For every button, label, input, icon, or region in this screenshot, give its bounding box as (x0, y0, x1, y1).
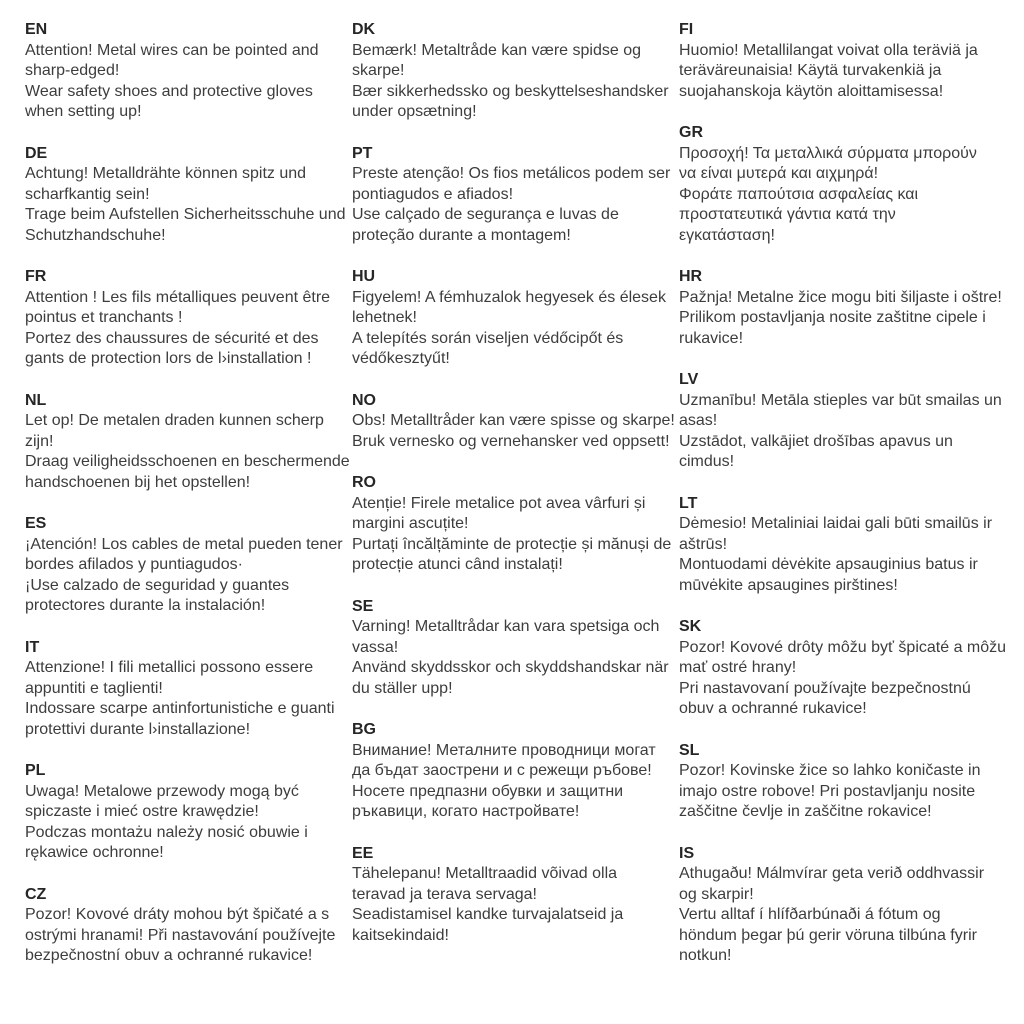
warning-text-line: pontiagudos e afiados! (352, 185, 514, 203)
warning-text-line: Pri nastavovaní používajte bezpečnostnú (679, 679, 971, 697)
warning-text-line: pointus et tranchants ! (25, 309, 183, 326)
language-section-lt (679, 494, 1009, 597)
warning-text-line: Indossare scarpe antinfortunistiche e guanti (25, 700, 335, 717)
warning-text-line: imajo ostre robove! Pri postavljanju nosite (679, 782, 976, 800)
warning-text-line: spiczaste i mieć ostre krawędzie! (25, 803, 259, 820)
warning-text-line: Pozor! Kovové dráty mohou být špičaté a s (25, 906, 330, 923)
warning-text-line: Dėmesio! Metaliniai laidai gali būti smailūs ir (679, 515, 993, 532)
language-code-heading: NO (352, 391, 376, 409)
warning-text-line: Podczas montażu należy nosić obuwie i (25, 823, 308, 841)
language-code-heading: FR (25, 268, 47, 285)
language-code-heading: GR (679, 124, 703, 141)
language-section-pt (352, 144, 671, 247)
warning-text-line: Vertu alltaf í hlífðarbúnaði á fótum og (679, 906, 941, 923)
language-section-fi (679, 20, 1009, 102)
warning-text-line: proteção durante a montagem! (352, 226, 571, 244)
warning-text-line: Purtați încălțăminte de protecție și mănuși de (352, 535, 672, 553)
language-section-lv (679, 370, 1009, 473)
language-section-is (679, 844, 1009, 967)
language-section-bg (352, 720, 665, 823)
language-code-heading: EE (352, 844, 374, 862)
warning-text-line: Προσοχή! Τα μεταλλικά σύρματα μπορούν (679, 144, 977, 162)
language-code-heading: CZ (25, 885, 47, 903)
warning-text-line: rękawice ochronne! (25, 844, 164, 861)
warning-text-line: Draag veiligheidsschoenen en beschermende (25, 453, 350, 470)
language-code-heading: SK (679, 618, 702, 635)
language-code-heading: PT (352, 144, 373, 162)
warning-text-line: protecție atunci când instalați! (352, 556, 563, 573)
warning-text-line: höndum þegar þú gerir vöruna tilbúna fyrir (679, 926, 977, 944)
warning-text-line: bordes afilados y puntiagudos· (25, 556, 243, 573)
warning-text-line: Figyelem! A fémhuzalok hegyesek és élesek (352, 288, 666, 306)
warning-text-line: A telepítés során viseljen védőcipőt és (352, 329, 624, 347)
warning-text-line: zijn! (25, 432, 54, 450)
language-section-hr (679, 267, 1009, 349)
warning-text-line: Носете предпазни обувки и защитни (352, 782, 624, 800)
warning-text-line: Preste atenção! Os fios metálicos podem ser (352, 165, 671, 182)
warning-text-line: handschoenen bij het opstellen! (25, 473, 251, 491)
language-code-heading: IS (679, 844, 695, 862)
warning-text-line: να είναι μυτερά και αιχμηρά! (679, 165, 879, 182)
warnings-column-2 (352, 20, 675, 988)
warning-text-line: protectores durante la instalación! (25, 597, 266, 614)
warning-text-line: teräväreunaisia! Käytä turvakenkiä ja (679, 62, 942, 79)
language-code-heading: DE (25, 144, 48, 162)
warning-text-line: Attention! Metal wires can be pointed and (25, 41, 319, 59)
warning-text-line: προστατευτικά γάντια κατά την (679, 206, 896, 223)
language-section-sk (679, 617, 1009, 720)
warning-text-line: Bruk vernesko og vernehansker ved oppsett! (352, 432, 670, 450)
warning-text-line: vassa! (352, 638, 399, 656)
warning-text-line: Uzmanību! Metāla stieples var būt smailas un (679, 391, 1002, 409)
warning-text-line: cimdus! (679, 453, 735, 470)
language-code-heading: LV (679, 371, 699, 388)
language-section-es (25, 514, 343, 617)
warning-text-line: Bemærk! Metaltråde kan være spidse og (352, 41, 642, 59)
language-code-heading: EN (25, 21, 48, 38)
warning-text-line: aštrūs! (679, 535, 728, 553)
language-code-heading: ES (25, 515, 47, 532)
language-code-heading: IT (25, 638, 40, 656)
language-code-heading: NL (25, 391, 47, 409)
warning-text-line: when setting up! (25, 103, 142, 120)
warning-text-line: Attention ! Les fils métalliques peuvent être (25, 288, 331, 306)
warning-text-line: under opsætning! (352, 103, 477, 120)
warning-text-line: Tähelepanu! Metalltraadid võivad olla (352, 865, 618, 882)
warning-text-line: Achtung! Metalldrähte können spitz und (25, 165, 307, 182)
language-section-no (352, 391, 675, 453)
language-section-pl (25, 761, 338, 864)
language-section-gr (679, 123, 1009, 246)
warning-text-line: bezpečnostní obuv a ochranné rukavice! (25, 947, 313, 964)
warning-text-line: Använd skyddsskor och skyddshandskar när (352, 659, 669, 676)
warning-text-line: Obs! Metalltråder kan være spisse og skarpe! (352, 412, 675, 429)
warning-text-line: Huomio! Metallilangat voivat olla teräviä ja (679, 41, 978, 59)
language-section-it (25, 638, 338, 741)
warning-text-line: védőkesztyűt! (352, 350, 450, 367)
language-code-heading: SE (352, 597, 374, 615)
warning-text-line: Prilikom postavljanja nosite zaštitne cipele i (679, 309, 986, 326)
warning-text-line: Trage beim Aufstellen Sicherheitsschuhe und (25, 206, 346, 223)
warning-text-line: ръкавици, когато настройвате! (352, 803, 580, 820)
warning-text-line: εγκατάσταση! (679, 226, 775, 244)
warning-text-line: Portez des chaussures de sécurité et des (25, 329, 319, 347)
language-section-nl (25, 391, 350, 494)
language-code-heading: LT (679, 494, 698, 512)
warning-text-line: du ställer upp! (352, 679, 453, 697)
warning-text-line: suojahanskoja käytön aloittamisessa! (679, 82, 944, 100)
warning-text-line: Use calçado de segurança e luvas de (352, 206, 619, 223)
warning-text-line: Uzstādot, valkājiet drošības apavus un (679, 432, 953, 450)
warning-text-line: sharp-edged! (25, 62, 120, 79)
warning-text-line: Seadistamisel kandke turvajalatseid ja (352, 906, 624, 923)
language-section-ro (352, 473, 672, 576)
language-code-heading: SL (679, 741, 700, 759)
warning-text-line: lehetnek! (352, 309, 417, 326)
warning-text-line: Pažnja! Metalne žice mogu biti šiljaste i oštre! (679, 288, 1002, 306)
language-section-se (352, 597, 669, 700)
warning-text-line: ¡Atención! Los cables de metal pueden tener (25, 535, 343, 553)
language-code-heading: DK (352, 21, 376, 38)
language-code-heading: FI (679, 21, 694, 38)
warning-text-line: Wear safety shoes and protective gloves (25, 82, 313, 100)
warning-text-line: Athugaðu! Málmvírar geta verið oddhvassir (679, 865, 985, 882)
warning-text-line: Atenție! Firele metalice pot avea vârfuri și (352, 494, 646, 512)
warning-text-line: appuntiti e taglienti! (25, 679, 163, 697)
language-code-heading: PL (25, 762, 46, 779)
warning-text-line: Внимание! Металните проводници могат (352, 741, 656, 759)
language-section-fr (25, 267, 338, 370)
warning-text-line: Uwaga! Metalowe przewody mogą być (25, 782, 299, 800)
language-section-cz (25, 885, 338, 967)
warning-text-line: mať ostré hrany! (679, 659, 797, 676)
warning-text-line: ¡Use calzado de seguridad y guantes (25, 576, 290, 594)
language-section-hu (352, 267, 665, 370)
warning-text-line: Varning! Metalltrådar kan vara spetsiga och (352, 618, 660, 635)
warning-text-line: Bær sikkerhedssko og beskyttelseshandsker (352, 82, 669, 100)
warning-text-line: Pozor! Kovinske žice so lahko koničaste in (679, 762, 981, 779)
warnings-column-1 (25, 20, 350, 988)
language-code-heading: HR (679, 268, 703, 285)
warning-text-line: ostrými hranami! Při nastavování používejte (25, 926, 336, 944)
language-section-de (25, 144, 346, 247)
warning-text-line: obuv a ochranné rukavice! (679, 700, 867, 717)
warning-text-line: Pozor! Kovové drôty môžu byť špicaté a môžu (679, 638, 1007, 656)
warning-text-line: mūvėkite apsaugines pirštines! (679, 576, 898, 594)
warning-text-line: margini ascuțite! (352, 515, 469, 532)
warning-text-line: protettivi durante l›installazione! (25, 720, 251, 738)
language-section-dk (352, 20, 669, 123)
language-code-heading: BG (352, 721, 376, 738)
language-code-heading: RO (352, 474, 376, 491)
language-section-sl (679, 741, 1009, 823)
language-section-en (25, 20, 338, 123)
warning-text-line: zaščitne čevlje in zaščitne rokavice! (679, 803, 932, 820)
warning-text-line: gants de protection lors de l›installation ! (25, 350, 312, 367)
warning-text-line: asas! (679, 412, 718, 429)
warning-text-line: og skarpir! (679, 885, 754, 903)
language-code-heading: HU (352, 268, 376, 285)
warning-text-line: Φοράτε παπούτσια ασφαλείας και (679, 185, 919, 203)
warning-text-line: kaitsekindaid! (352, 926, 449, 944)
warning-text-line: notkun! (679, 947, 732, 964)
warning-text-line: skarpe! (352, 62, 405, 79)
warning-text-line: Let op! De metalen draden kunnen scherp (25, 412, 324, 429)
warning-text-line: Montuodami dėvėkite apsauginius batus ir (679, 556, 978, 573)
warning-text-line: да бъдат заострени и с режещи ръбове! (352, 762, 652, 779)
language-section-ee (352, 844, 665, 947)
warning-text-line: teravad ja terava servaga! (352, 885, 537, 903)
warning-text-line: scharfkantig sein! (25, 185, 150, 203)
warnings-column-3 (679, 20, 1009, 988)
warning-text-line: Schutzhandschuhe! (25, 226, 166, 244)
warning-text-line: rukavice! (679, 329, 744, 347)
warning-text-line: Attenzione! I fili metallici possono essere (25, 659, 314, 676)
